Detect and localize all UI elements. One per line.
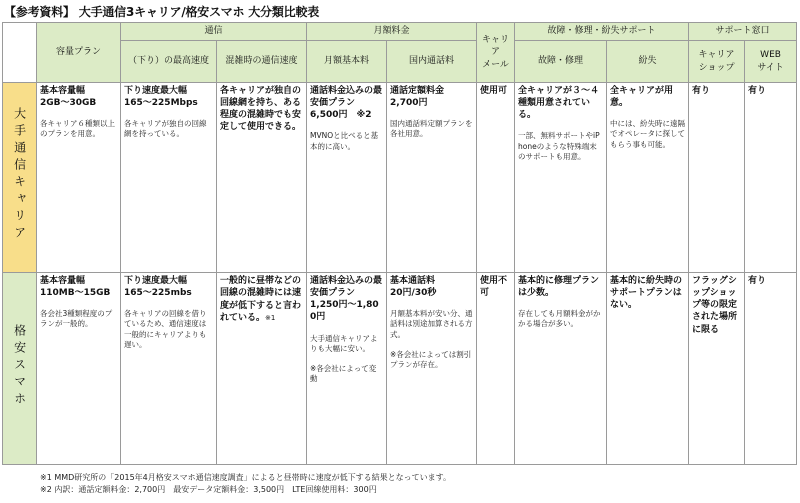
header-loss: 紛失 bbox=[607, 41, 689, 83]
corner-cell bbox=[3, 23, 37, 83]
comparison-table bbox=[2, 22, 797, 465]
row-label-major-carrier: 大手通信キャリア bbox=[3, 83, 37, 273]
header-web-site: WEB サイト bbox=[745, 41, 797, 83]
table-row bbox=[3, 83, 797, 273]
cell-loss: 基本的に紛失時のサポートプランはない。 bbox=[607, 273, 689, 465]
header-repair-group: 故障・修理・紛失サポート bbox=[515, 23, 689, 41]
cell-domestic-call: 通話定額料金 2,700円 国内通話料定額プランを各社用意。 bbox=[387, 83, 477, 273]
header-tsushin: 通信 bbox=[121, 23, 307, 41]
cell-capacity: 基本容量幅 110MB～15GB 各会社3種類程度のプランが一般的。 bbox=[37, 273, 121, 465]
cell-monthly-basic: 通話料金込みの最安価プラン 1,250円～1,800円 大手通信キャリアよりも大幅に安い。 ※各会社によって変動 bbox=[307, 273, 387, 465]
footnote-2: ※2 内訳：通話定額料金：2,700円 最安データ定額料金：3,500円 LTE回線使用料：300円 bbox=[40, 484, 377, 494]
header-carrier-shop: キャリア ショップ bbox=[689, 41, 745, 83]
header-carrier-mail: キャリア メール bbox=[477, 23, 515, 83]
header-max-speed: （下り）の最高速度 bbox=[121, 41, 217, 83]
header-support-window: サポート窓口 bbox=[689, 23, 797, 41]
row-label-mvno: 格安スマホ bbox=[3, 273, 37, 465]
cell-loss: 全キャリアが用意。 中には、紛失時に遠隔でオペレータに探してもらう事も可能。 bbox=[607, 83, 689, 273]
table-row bbox=[3, 273, 797, 465]
cell-carrier-shop: 有り bbox=[689, 83, 745, 273]
footnote-ref-1: ※1 bbox=[265, 314, 276, 323]
cell-carrier-shop: フラッグシップショップ等の限定された場所に限る bbox=[689, 273, 745, 465]
cell-web-site: 有り bbox=[745, 273, 797, 465]
footnote-1: ※1 MMD研究所の「2015年4月格安スマホ通信速度調査」によると昼帯時に速度が低下する結果となっています。 bbox=[40, 473, 451, 482]
cell-web-site: 有り bbox=[745, 83, 797, 273]
header-domestic-call: 国内通話料 bbox=[387, 41, 477, 83]
cell-repair: 基本的に修理プランは少数。 存在しても月額料金がかかる場合が多い。 bbox=[515, 273, 607, 465]
header-monthly-basic: 月額基本料 bbox=[307, 41, 387, 83]
header-monthly-fee: 月額料金 bbox=[307, 23, 477, 41]
header-repair: 故障・修理 bbox=[515, 41, 607, 83]
cell-max-speed: 下り速度最大幅 165～225mbs 各キャリアの回線を借りているため、通信速度は一般的にキャリアよりも遅い。 bbox=[121, 273, 217, 465]
header-capacity-plan: 容量プラン bbox=[37, 23, 121, 83]
cell-repair: 全キャリアが３～４種類用意されている。 一部、無料サポートやiPhoneのような特殊端末のサポートも用意。 bbox=[515, 83, 607, 273]
footnotes bbox=[40, 472, 451, 495]
header-congestion: 混雑時の通信速度 bbox=[217, 41, 307, 83]
cell-congestion: 各キャリアが独自の回線網を持ち、ある程度の混雑時でも安定して使用できる。 bbox=[217, 83, 307, 273]
cell-domestic-call: 基本通話料 20円/30秒 月額基本料が安い分、通話料は別途加算される方式。 ※各会社によっては割引プランが存在。 bbox=[387, 273, 477, 465]
cell-carrier-mail: 使用可 bbox=[477, 83, 515, 273]
cell-carrier-mail: 使用不可 bbox=[477, 273, 515, 465]
cell-congestion: 一般的に昼帯などの回線の混雑時には速度が低下すると言われている。※1 bbox=[217, 273, 307, 465]
page-title: 【参考資料】 大手通信3キャリア/格安スマホ 大分類比較表 bbox=[4, 5, 320, 19]
cell-monthly-basic: 通話料金込みの最安価プラン 6,500円 ※2 MVNOと比べると基本的に高い。 bbox=[307, 83, 387, 273]
cell-capacity: 基本容量幅 2GB～30GB 各キャリア６種類以上のプランを用意。 bbox=[37, 83, 121, 273]
cell-max-speed: 下り速度最大幅 165～225Mbps 各キャリアが独自の回線網を持っている。 bbox=[121, 83, 217, 273]
